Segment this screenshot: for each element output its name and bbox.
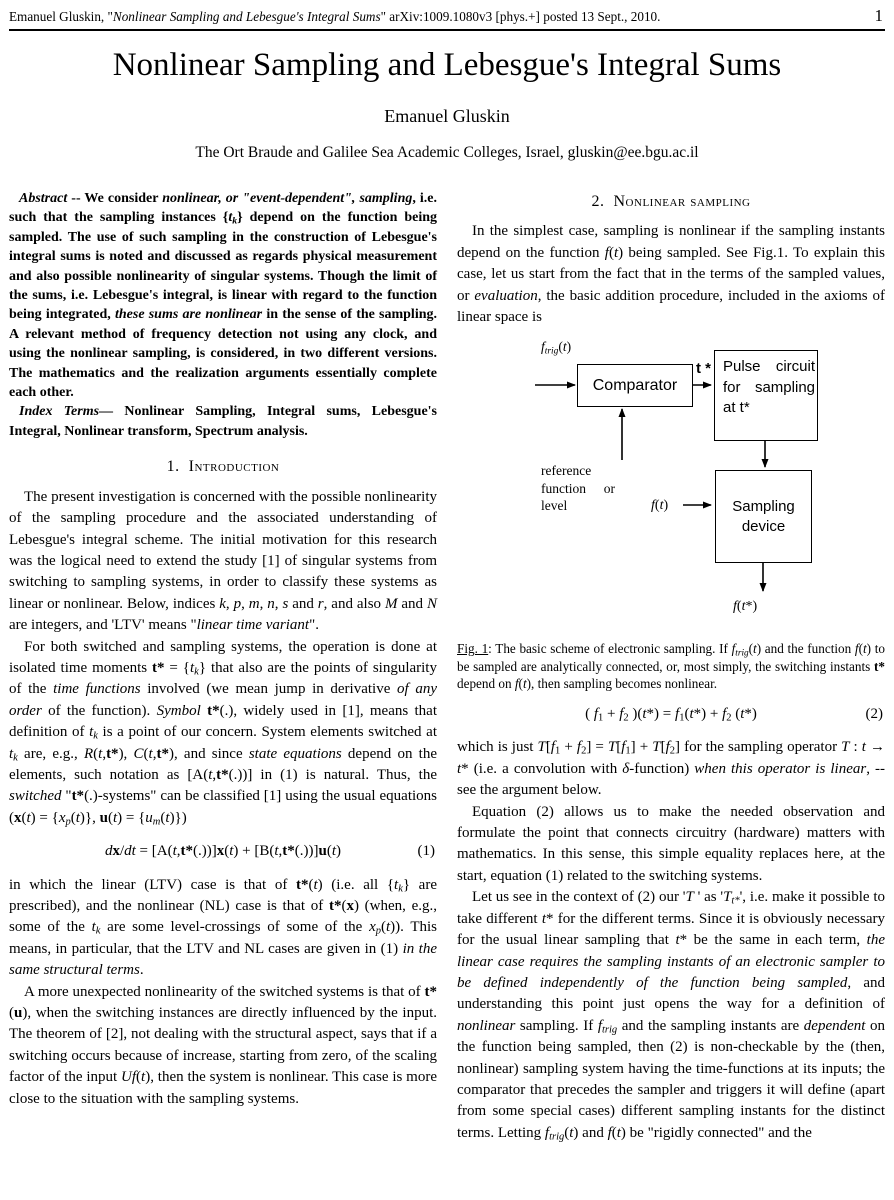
index-terms-paragraph: Index Terms— Nonlinear Sampling, Integral sums, Lebesgue's Integral, Nonlinear transform, Spectrum analysis. [9,404,437,439]
abstract-paragraph: Abstract -- We consider nonlinear, or "event-dependent", sampling, i.e. such that the sampling instances $\{t_k\}$ depend on the function being sampled. The use of such sampling in the construction of Lebesgue's integral sums is noted and discussed as regards physical measurement and also possible nonlinearity of singular systems. Though the limit of the sums, i.e. Lebesgue's integral, is linear with regard to the function being integrated, these sums are nonlinear in the sense of the sampling. A relevant method of frequency detection not using any clock, and using the nonlinear sampling, is considered, in two different versions. The mathematics and the realization arguments essentially complete each other. [9,191,438,401]
figure-1 [457,338,885,626]
reference-function-label: reference function or level [541,463,615,513]
author-name: Emanuel Gluskin [384,106,510,126]
pulse-circuit-box: Pulse circuit for sampling at t* [714,350,818,441]
ft-signal-label: f(t) [651,498,669,514]
equation-2 [457,704,885,725]
equation-1-body: dx/dt = [A(t,t*(.))]x(t) + [B(t,t*(.))]u(t) [104,843,342,860]
intro-paragraph-2: For both switched and sampling systems, the operation is done at isolated time moments $t* = \{t_k\}$ that also are the points of singularity of the time functions involved (we mean jump in derivative of any order of the function). Symbol t*(.), widely used in [1], means that definition of $t_k$ is a point of our concern. System elements switched at $t_k$ are, e.g., R(t,t*), C(t,t*), and since state equations depend on the elements, such notation as [A(t,t*(.))] in (1) is natural. Thus, the switched "t*(.)-systems" can be classified [1] using the usual equations ($x(t) = \{x_p(t)\}$, $u(t) = \{u_m(t)\}$) [9,638,438,828]
section-2-heading: 2. Nonlinear sampling [591,193,751,210]
header-rule [9,29,885,31]
sampled-output-label: f(t*) [733,599,758,615]
tstar-label: t * [696,360,711,378]
sampling-paragraph-3: Equation (2) allows us to make the needed observation and formulate the point that connects circuitry (hardware) matters with mathematics. In this sense, this simple equality replaces here, at the start, equation (1) related to the switching systems. [457,803,885,884]
author-affiliation: The Ort Braude and Galilee Sea Academic Colleges, Israel, gluskin@ee.bgu.ac.il [195,144,699,161]
intro-paragraph-1: The present investigation is concerned with the possible nonlinearity of the sampling procedure and the associated understanding of Lebesgue's integral scheme. The initial motivation for this research was the logical need to extend the study [1] of singular systems from switching to sampling systems, in order to classify these systems as linear or nonlinear. Below, indices k, p, m, n, s and r, and also M and N are integers, and 'LTV' means "linear time variant". [9,488,437,634]
intro-paragraph-4: A more unexpected nonlinearity of the switched systems is that of t*(u), when the switching instances are directly influenced by the input. The theorem of [2], not dealing with the structural aspect, says that if a switching occurs because of increase, starting from zero, of the scaling factor of the input Uf(t), then the system is nonlinear. This case is more close to the situation with the sampling systems. [9,983,437,1107]
paper-title: Nonlinear Sampling and Lebesgue's Integral Sums [112,47,782,83]
right-column [457,189,885,1144]
equation-2-number: (2) [865,706,883,723]
sampling-paragraph-1: In the simplest case, sampling is nonlinear if the sampling instants depend on the function f(t) being sampled. See Fig.1. To explain this case, let us start from the fact that in the terms of the sampled values, or evaluation, the basic addition procedure, included in the axioms of linear space is [457,223,885,326]
comparator-box: Comparator [577,364,693,407]
running-head-text: Emanuel Gluskin, "Nonlinear Sampling and Lebesgue's Integral Sums" arXiv:1009.1080v3 [phys.+] posted 13 Sept., 2010. [9,9,661,24]
equation-1 [9,841,437,862]
section-1-heading: 1. Introduction [166,458,280,476]
equation-2-body: ( $f_1 + f_2$ )$(t*) = f_1(t*) + f_2$ (t*) [585,706,757,724]
sampling-paragraph-4: Let us see in the context of (2) our 'T ' as '$T_{t*}$', i.e. make it possible to take different t* for the different terms. Since it is obviously necessary for the usual linear sampling that t* be the same in each term, the linear case requires the sampling instants of an electronic sampler to be defined independently of the function being sampled, and understanding this point just opens the way for a definition of nonlinear sampling. If $f_{trig}$ and the sampling instants are dependent on the function being sampled, then (2) is non-checkable by the (then, nonlinear) sampling system having the time-functions at its inputs; the comparator that precedes the sampler and triggers it will define (apart from some special cases) different sampling instants for the distinct terms. Letting $f_{trig}(t)$ and f(t) be "rigidly connected" and the [457,889,885,1143]
page-number: 1 [874,6,883,25]
left-column [9,189,437,1144]
sampling-paragraph-2: which is just $T[f_1 + f_2] = T[f_1] + T[f_2]$ for the sampling operator T : t → t* (i.e. a convolution with δ-function) when this operator is linear, -- see the argument below. [457,739,886,799]
running-head [9,6,885,26]
two-column-body [9,189,885,1144]
sampling-device-box: Sampling device [715,470,812,563]
ftrig-signal-label: $f_{trig}(t)$ [541,339,572,357]
equation-1-number: (1) [417,843,435,860]
figure-1-caption: Fig. 1: The basic scheme of electronic sampling. If $f_{trig}(t)$ and the function f(t) to be sampled are analytically connected, or, most simply, the switching instants t* depend on f(t), then sampling becomes nonlinear. [457,641,886,691]
intro-paragraph-3: in which the linear (LTV) case is that of t*(t) (i.e. all $\{t_k\}$ are prescribed), and the nonlinear (NL) case is that of t*(x) (when, e.g., some of the $t_k$ are some level-crossings of some of the $x_p(t)$). This means, in particular, that the LTV and NL cases are given in (1) in the same structural terms. [9,876,438,979]
